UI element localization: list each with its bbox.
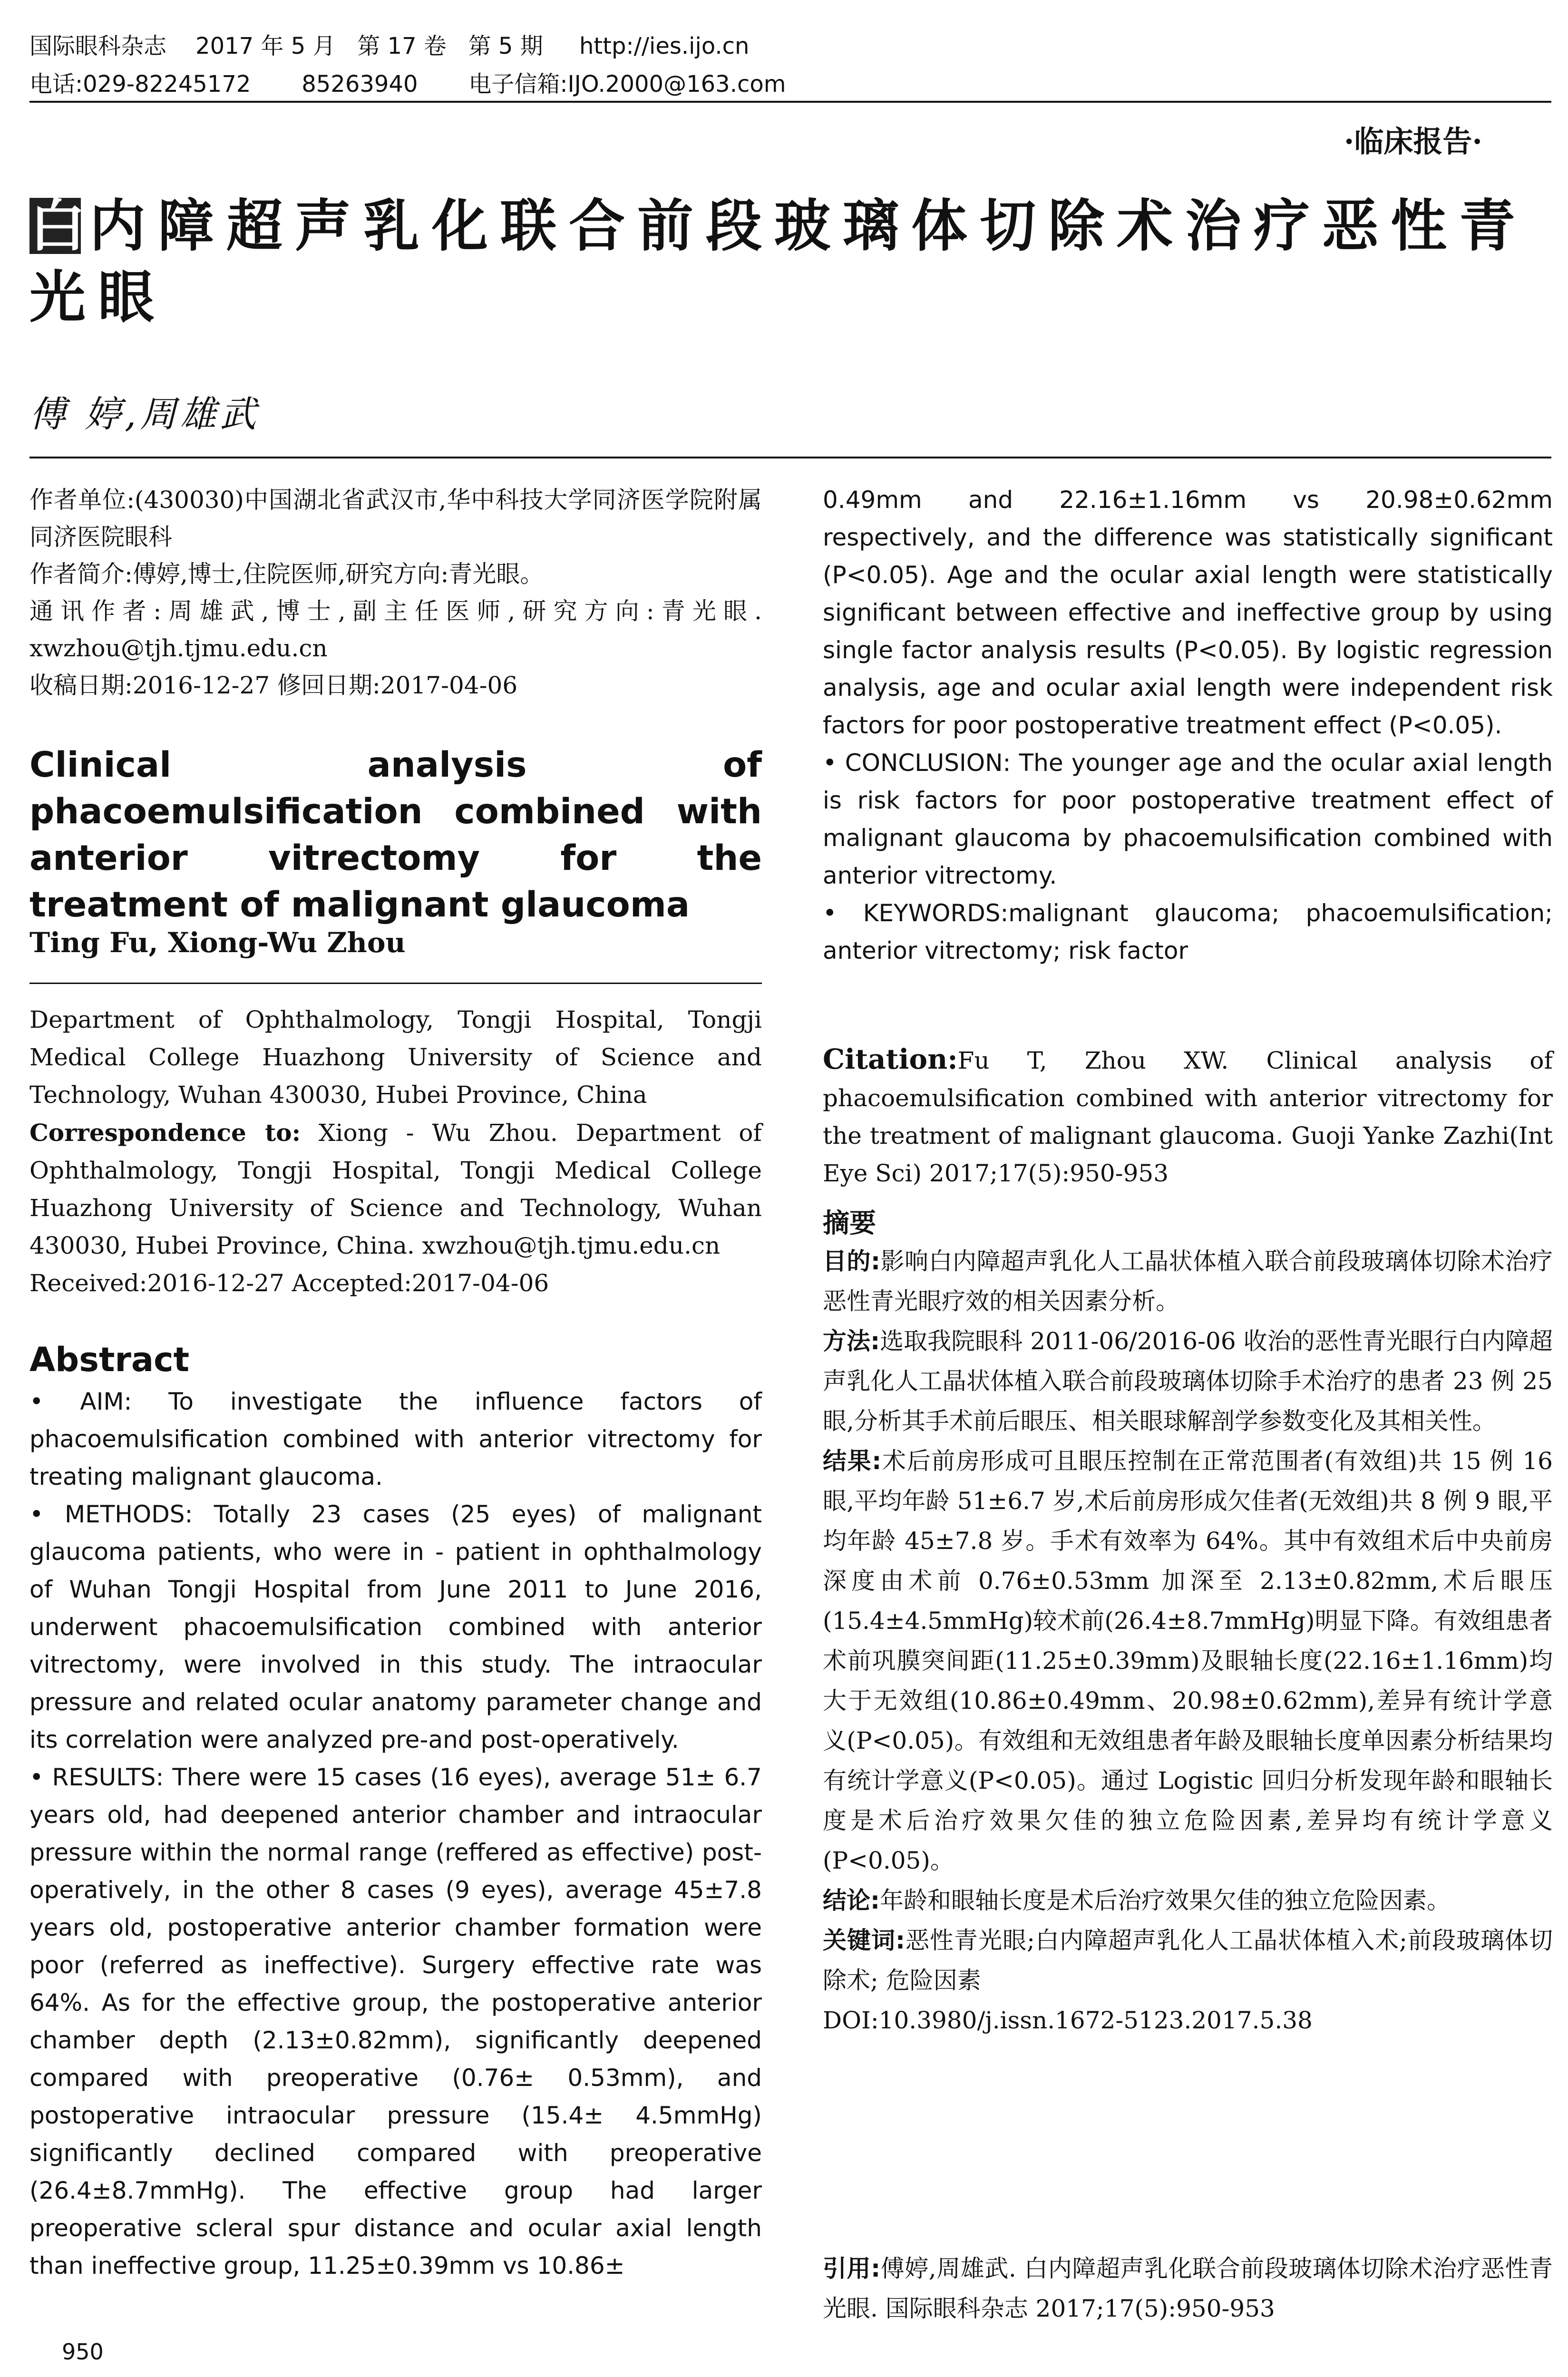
journal-header-line1: 国际眼科杂志 2017 年 5 月 第 17 卷 第 5 期 http://ies.ijo.cn <box>29 33 750 59</box>
abstract-cn-block <box>823 1241 1553 2040</box>
abstract-cn-conclusion-label: 结论: <box>823 1887 880 1914</box>
abstract-left-block <box>29 1383 762 2285</box>
abstract-heading: Abstract <box>29 1340 190 1379</box>
corresponding-author-cn: 通讯作者:周雄武,博士,副主任医师,研究方向:青光眼. xwzhou@tjh.tjmu.edu.cn <box>29 597 762 662</box>
abstract-cn-aim-label: 目的: <box>823 1247 880 1275</box>
abstract-cn-results-label: 结果: <box>823 1447 882 1475</box>
abstract-cn-methods <box>823 1321 1553 1441</box>
abstract-keywords-label: • KEYWORDS: <box>823 899 1009 927</box>
abstract-cn-keywords-text: 恶性青光眼;白内障超声乳化人工晶状体植入术;前段玻璃体切除术; 危险因素 <box>823 1927 1553 1994</box>
citation-label: Citation: <box>823 1043 958 1075</box>
correspondence <box>29 1114 762 1265</box>
page-number: 950 <box>62 2339 104 2365</box>
received-accepted: Received:2016-12-27 Accepted:2017-04-06 <box>29 1269 549 1297</box>
correspondence-label: Correspondence to: <box>29 1119 301 1147</box>
abstract-conclusion-label: • CONCLUSION: <box>823 749 1011 777</box>
article-title <box>29 190 1551 333</box>
journal-header-line2: 电话:029-82245172 85263940 电子信箱:IJO.2000@163.com <box>29 71 786 97</box>
title-first-character: 白 <box>29 193 86 259</box>
abstract-results-part1 <box>29 1759 762 2285</box>
abstract-cn-methods-text: 选取我院眼科 2011-06/2016-06 收治的恶性青光眼行白内障超声乳化人工晶状体植入联合前段玻璃体切除手术治疗的患者 23 例 25 眼,分析其手术前后眼压、相关眼球解剖学参数变化及其相关性。 <box>823 1327 1553 1435</box>
english-affiliation-block <box>29 1001 762 1302</box>
citation-en <box>823 1041 1553 1192</box>
author-bio-cn: 作者简介:傅婷,博士,住院医师,研究方向:青光眼。 <box>29 560 544 588</box>
abstract-cn-keywords <box>823 1920 1553 2000</box>
abstract-aim <box>29 1383 762 1496</box>
abstract-cn-results-text: 术后前房形成可且眼压控制在正常范围者(有效组)共 15 例 16 眼,平均年龄 51±6.7 岁,术后前房形成欠佳者(无效组)共 8 例 9 眼,平均年龄 45±7.8 岁。手术有效率为 64%。其中有效组术后中央前房深度由术前 0.76±0.53mm 加深至 2.13±0.82mm,术后眼压(15.4±4.5mmHg)较术前(26.4±8.7mmHg)明显下降。有效组患者术前巩膜突间距(11.25±0.39mm)及眼轴长度(22.16±1.16mm)均大于无效组(10.86±0.49mm、20.98±0.62mm),差异有统计学意义(P<0.05)。有效组和无效组患者年龄及眼轴长度单因素分析结果均有统计学意义(P<0.05)。通过 Logistic 回归分析发现年龄和眼轴长度是术后治疗效果欠佳的独立危险因素,差异均有统计学意义(P<0.05)。 <box>823 1447 1553 1874</box>
abstract-cn-keywords-label: 关键词: <box>823 1927 906 1954</box>
abstract-results-part2: 0.49mm and 22.16±1.16mm vs 20.98±0.62mm respectively, and the difference was statistically significant (P<0.05). Age and the ocular axial length were statistically significant between effective and ineffective group by using single factor analysis results (P<0.05). By logistic regression analysis, age and ocular axial length were independent risk factors for poor postoperative treatment effect (P<0.05). <box>823 486 1553 739</box>
affiliation-cn-block <box>29 481 762 704</box>
english-authors-rule <box>29 983 762 984</box>
abstract-results-label: • RESULTS: <box>29 1763 164 1791</box>
dates-cn: 收稿日期:2016-12-27 修回日期:2017-04-06 <box>29 672 518 699</box>
abstract-cn-conclusion-text: 年龄和眼轴长度是术后治疗效果欠佳的独立危险因素。 <box>880 1887 1451 1914</box>
abstract-keywords-text: malignant glaucoma; phacoemulsification; anterior vitrectomy; risk factor <box>823 899 1553 964</box>
abstract-cn-conclusion <box>823 1880 1553 1920</box>
english-title: Clinical analysis of phacoemulsification combined with anterior vitrectomy for the treatment of malignant glaucoma <box>29 745 762 925</box>
citation-text: Fu T, Zhou XW. Clinical analysis of phacoemulsification combined with anterior vitrectomy for the treatment of malignant glaucoma. Guoji Yanke Zazhi(Int Eye Sci) 2017;17(5):950-953 <box>823 1047 1553 1187</box>
abstract-conclusion-text: The younger age and the ocular axial length is risk factors for poor postoperative treatment effect of malignant glaucoma by phacoemulsification combined with anterior vitrectomy. <box>823 749 1553 889</box>
citation-cn <box>823 2249 1553 2328</box>
section-tag: ·临床报告· <box>1344 124 1482 159</box>
title-text: 内障超声乳化联合前段玻璃体切除术治疗恶性青光眼 <box>29 193 1528 330</box>
citation-cn-label: 引用: <box>823 2255 881 2282</box>
abstract-cn-results <box>823 1441 1553 1880</box>
abstract-cn-methods-label: 方法: <box>823 1327 880 1355</box>
english-authors: Ting Fu, Xiong-Wu Zhou <box>29 926 406 959</box>
english-affiliation: Department of Ophthalmology, Tongji Hospital, Tongji Medical College Huazhong University of Science and Technology, Wuhan 430030, Hubei Province, China <box>29 1006 762 1109</box>
authors-rule <box>29 457 1551 458</box>
abstract-cn-aim-text: 影响白内障超声乳化人工晶状体植入联合前段玻璃体切除术治疗恶性青光眼疗效的相关因素分析。 <box>823 1247 1553 1315</box>
doi: DOI:10.3980/j.issn.1672-5123.2017.5.38 <box>823 2007 1313 2034</box>
abstract-results-text-left: There were 15 cases (16 eyes), average 51± 6.7 years old, had deepened anterior chamber and intraocular pressure within the normal range (reffered as effective) post-operatively, in the other 8 cases (9 eyes), average 45±7.8 years old, postoperative anterior chamber formation were poor (referred as ineffective). Surgery effective rate was 64%. As for the effective group, the postoperative anterior chamber depth (2.13±0.82mm), significantly deepened compared with preoperative (0.76± 0.53mm), and postoperative intraocular pressure (15.4± 4.5mmHg) significantly declined compared with preoperative (26.4±8.7mmHg). The effective group had larger preoperative scleral spur distance and ocular axial length than ineffective group, 11.25±0.39mm vs 10.86± <box>29 1763 762 2280</box>
abstract-keywords <box>823 895 1553 970</box>
affiliation-cn: 作者单位:(430030)中国湖北省武汉市,华中科技大学同济医学院附属同济医院眼科 <box>29 486 762 551</box>
abstract-methods <box>29 1496 762 1759</box>
header-rule <box>29 101 1551 103</box>
abstract-conclusion <box>823 744 1553 895</box>
abstract-aim-label: • AIM: <box>29 1388 132 1415</box>
authors-cn: 傅 婷,周雄武 <box>29 393 260 435</box>
abstract-aim-text: To investigate the influence factors of phacoemulsification combined with anterior vitrectomy for treating malignant glaucoma. <box>29 1388 762 1490</box>
abstract-cn-heading: 摘要 <box>823 1208 876 1239</box>
abstract-cn-aim <box>823 1241 1553 1321</box>
abstract-right-block <box>823 481 1553 970</box>
abstract-methods-text: Totally 23 cases (25 eyes) of malignant glaucoma patients, who were in - patient in ophthalmology of Wuhan Tongji Hospital from June 2011 to June 2016, underwent phacoemulsification combined with anterior vitrectomy, were involved in this study. The intraocular pressure and related ocular anatomy parameter change and its correlation were analyzed pre-and post-operatively. <box>29 1500 762 1754</box>
citation-cn-text: 傅婷,周雄武. 白内障超声乳化联合前段玻璃体切除术治疗恶性青光眼. 国际眼科杂志 2017;17(5):950-953 <box>823 2255 1553 2322</box>
abstract-methods-label: • METHODS: <box>29 1500 193 1528</box>
correspondence-text: Xiong - Wu Zhou. Department of Ophthalmology, Tongji Hospital, Tongji Medical College Huazhong University of Science and Technology, Wuhan 430030, Hubei Province, China. xwzhou@tjh.tjmu.edu.cn <box>29 1119 762 1259</box>
